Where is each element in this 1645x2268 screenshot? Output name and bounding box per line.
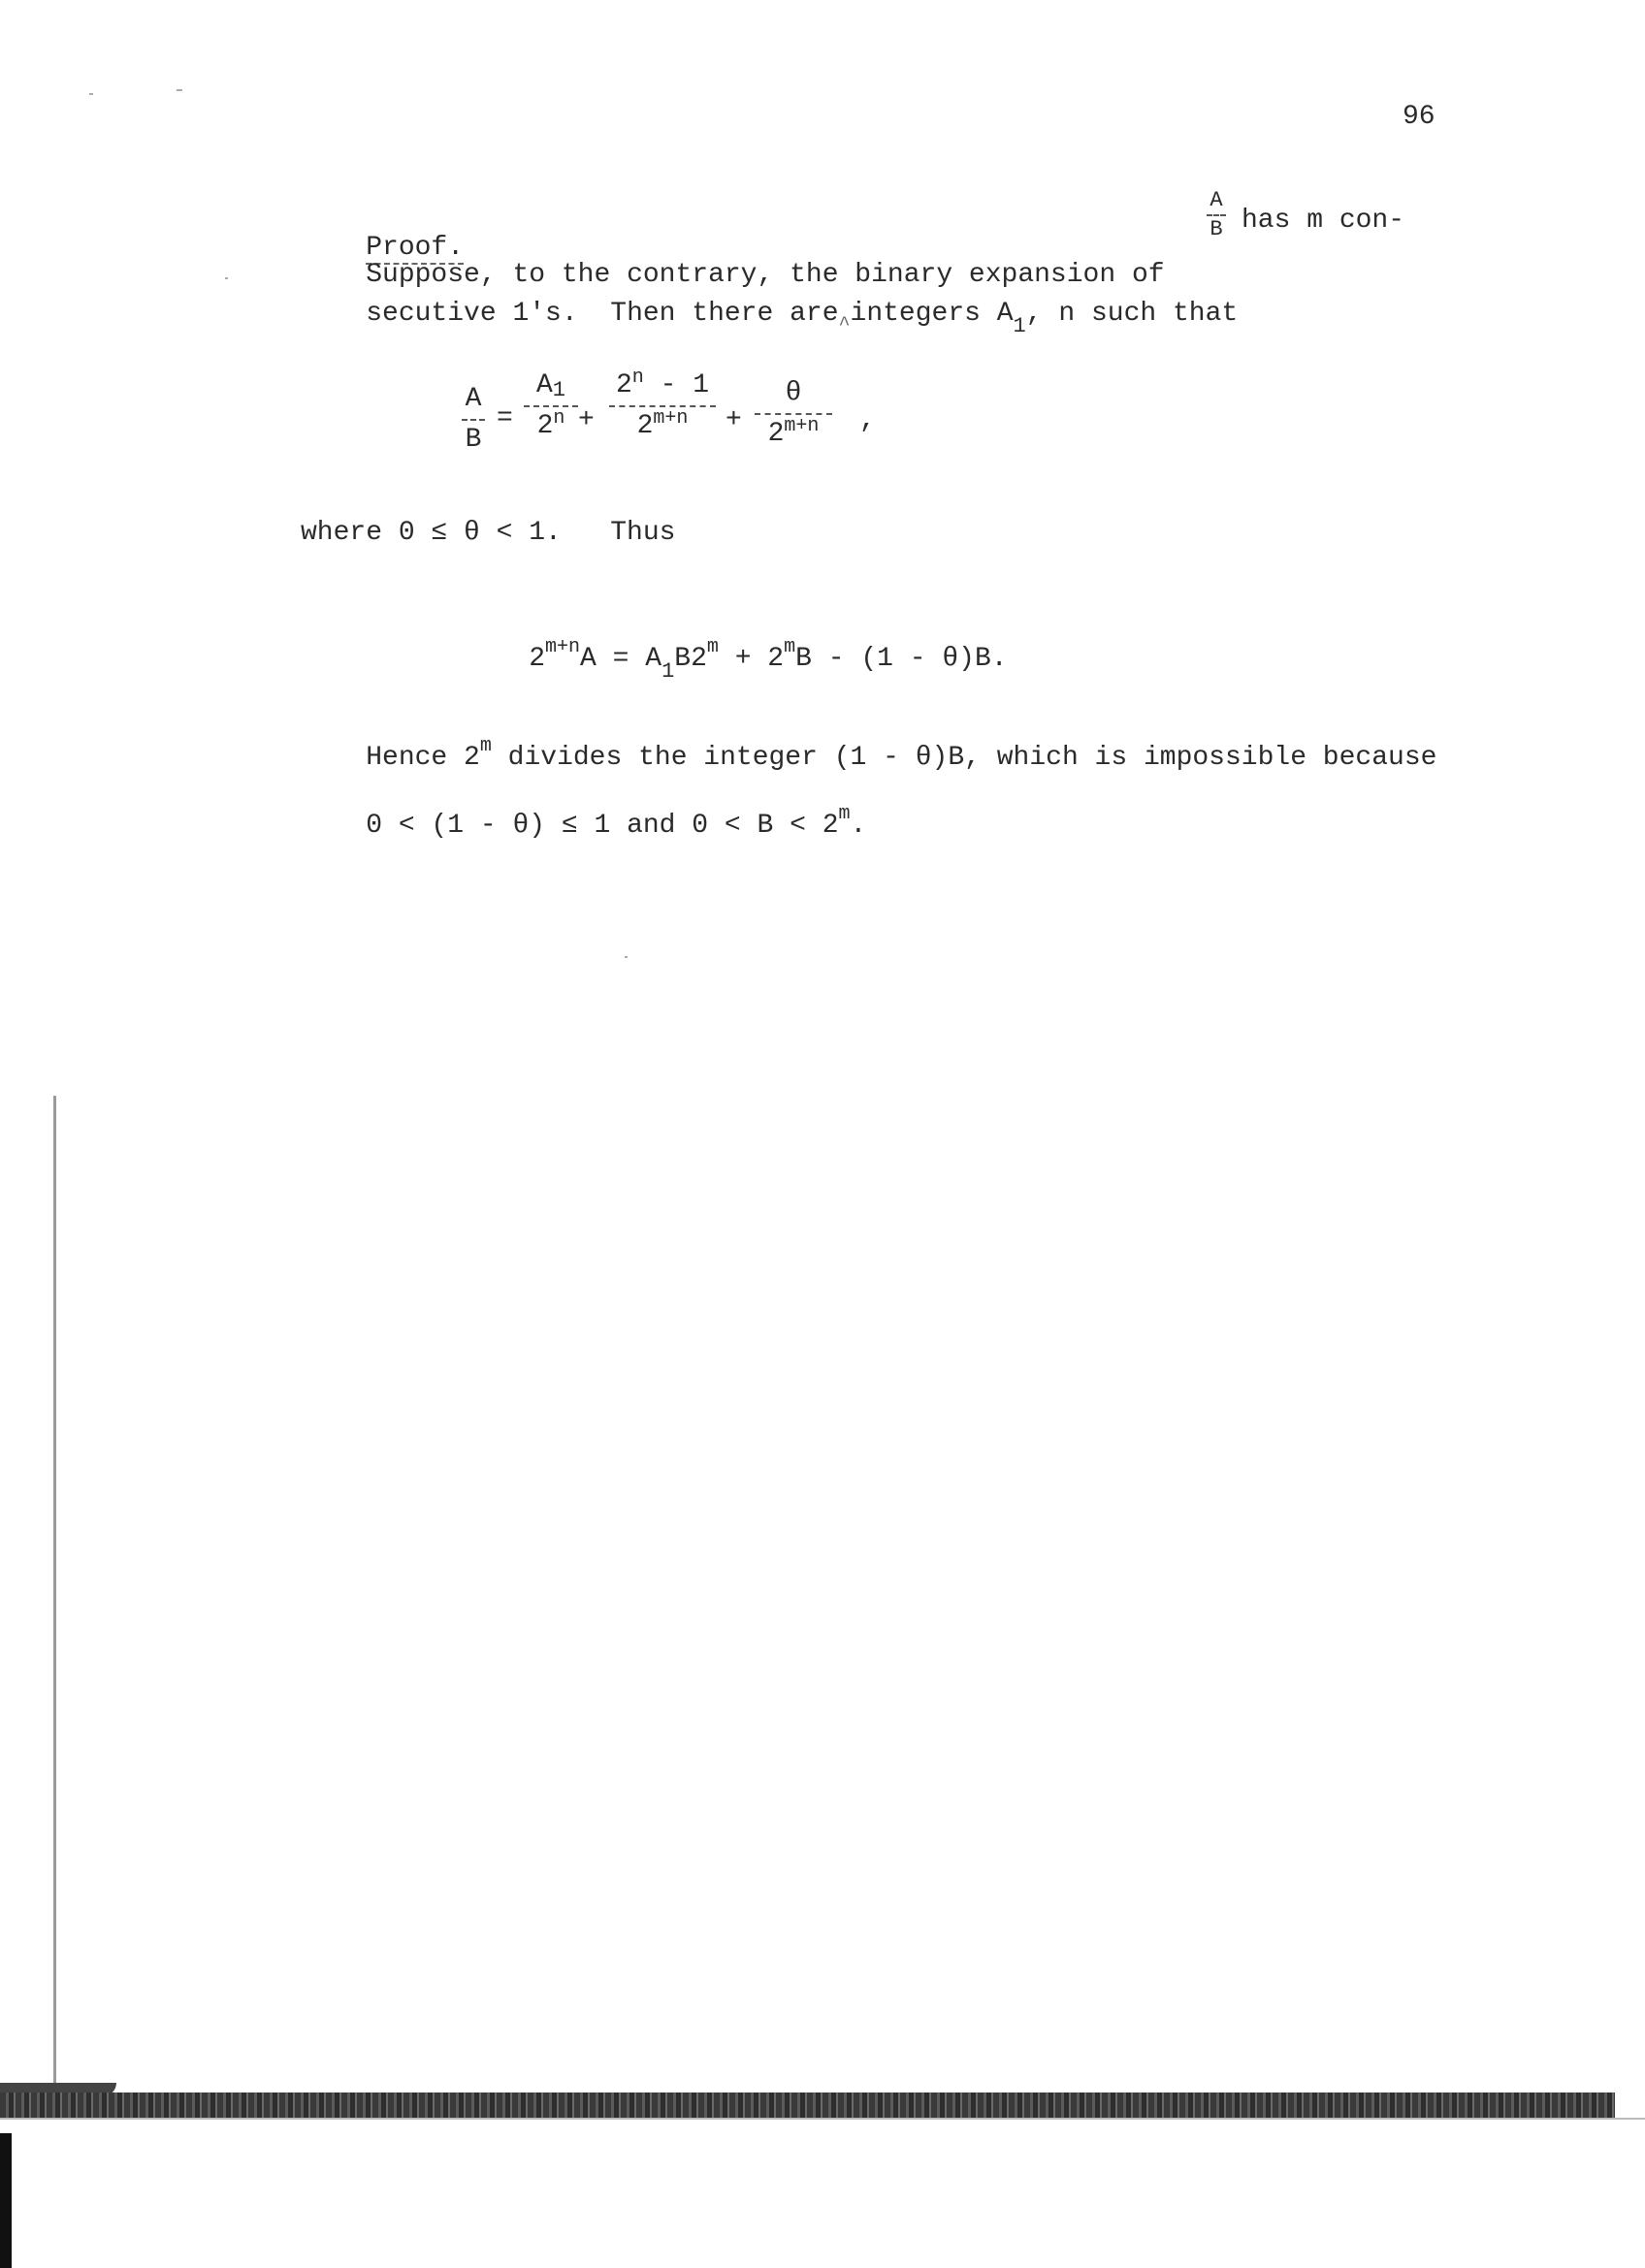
eq1-term1-denominator: 2$^n$ bbox=[536, 407, 565, 441]
eq1-lhs-bar bbox=[462, 419, 485, 421]
conclusion-line-1: Hence 2$^m$ divides the integer (1 - θ)B, which is impossible because bbox=[366, 735, 1437, 773]
inline-fraction-numerator: A bbox=[1210, 188, 1223, 212]
where-line: where 0 ≤ θ < 1. Thus bbox=[301, 518, 676, 548]
inline-fraction-a-over-b bbox=[1207, 190, 1226, 240]
proof-label: Proof. bbox=[366, 233, 465, 263]
scan-speck bbox=[225, 277, 228, 279]
a1-subscript: 1 bbox=[1013, 314, 1026, 338]
eq1-term1-fraction bbox=[524, 372, 578, 440]
equation-2: $2^{m+n}A = A_1B2^m + 2^mB - (1 - \theta)B$. bbox=[529, 636, 1008, 684]
eq1-term3-fraction bbox=[755, 380, 832, 448]
eq1-term2-numerator: 2$^n$ - 1 bbox=[615, 367, 710, 400]
eq1-trailing-comma: , bbox=[859, 405, 876, 435]
eq1-term2-denominator: $2^{m+n}$ bbox=[636, 407, 689, 441]
proof-line-2 bbox=[301, 273, 1238, 355]
insertion-caret: ^ bbox=[838, 314, 851, 336]
inline-fraction-denominator: B bbox=[1210, 217, 1223, 241]
eq1-term1-bar bbox=[524, 405, 578, 407]
scan-dark-margin bbox=[0, 2133, 12, 2268]
eq1-lhs-fraction bbox=[462, 386, 485, 454]
conclusion-line-2: 0 < (1 - θ) ≤ 1 and $0 < B < 2^m$. bbox=[366, 803, 867, 841]
eq1-plus-2: + bbox=[726, 405, 742, 435]
proof-line-1-tail: has m con- bbox=[1242, 206, 1405, 236]
scan-bottom-shadow bbox=[0, 2118, 1645, 2120]
inline-fraction-bar bbox=[1207, 214, 1226, 216]
scan-bottom-edge bbox=[0, 2092, 1615, 2118]
eq1-lhs-numerator: A bbox=[465, 384, 482, 414]
proof-line-2-end: , n such that bbox=[1025, 299, 1239, 329]
proof-line-2-start: secutive 1's. Then there are bbox=[366, 299, 839, 329]
eq1-term3-denominator: $2^{m+n}$ bbox=[767, 415, 820, 449]
eq1-plus-1: + bbox=[578, 405, 595, 435]
scan-speck bbox=[625, 956, 628, 958]
proof-line-1-text: Suppose, to the contrary, the binary expansion of bbox=[366, 260, 1165, 290]
eq1-equals-sign: = bbox=[497, 403, 513, 433]
page-number: 96 bbox=[1403, 102, 1435, 132]
scan-margin-edge bbox=[53, 1096, 56, 2085]
eq1-term3-numerator: θ bbox=[785, 378, 802, 408]
scan-speck bbox=[177, 89, 182, 91]
eq1-term1-numerator: A1 bbox=[535, 370, 565, 402]
eq1-lhs-denominator: B bbox=[465, 425, 482, 455]
scan-speck bbox=[89, 93, 93, 95]
proof-line-2-integers: integers A bbox=[850, 299, 1014, 329]
eq1-term2-fraction bbox=[609, 367, 716, 441]
